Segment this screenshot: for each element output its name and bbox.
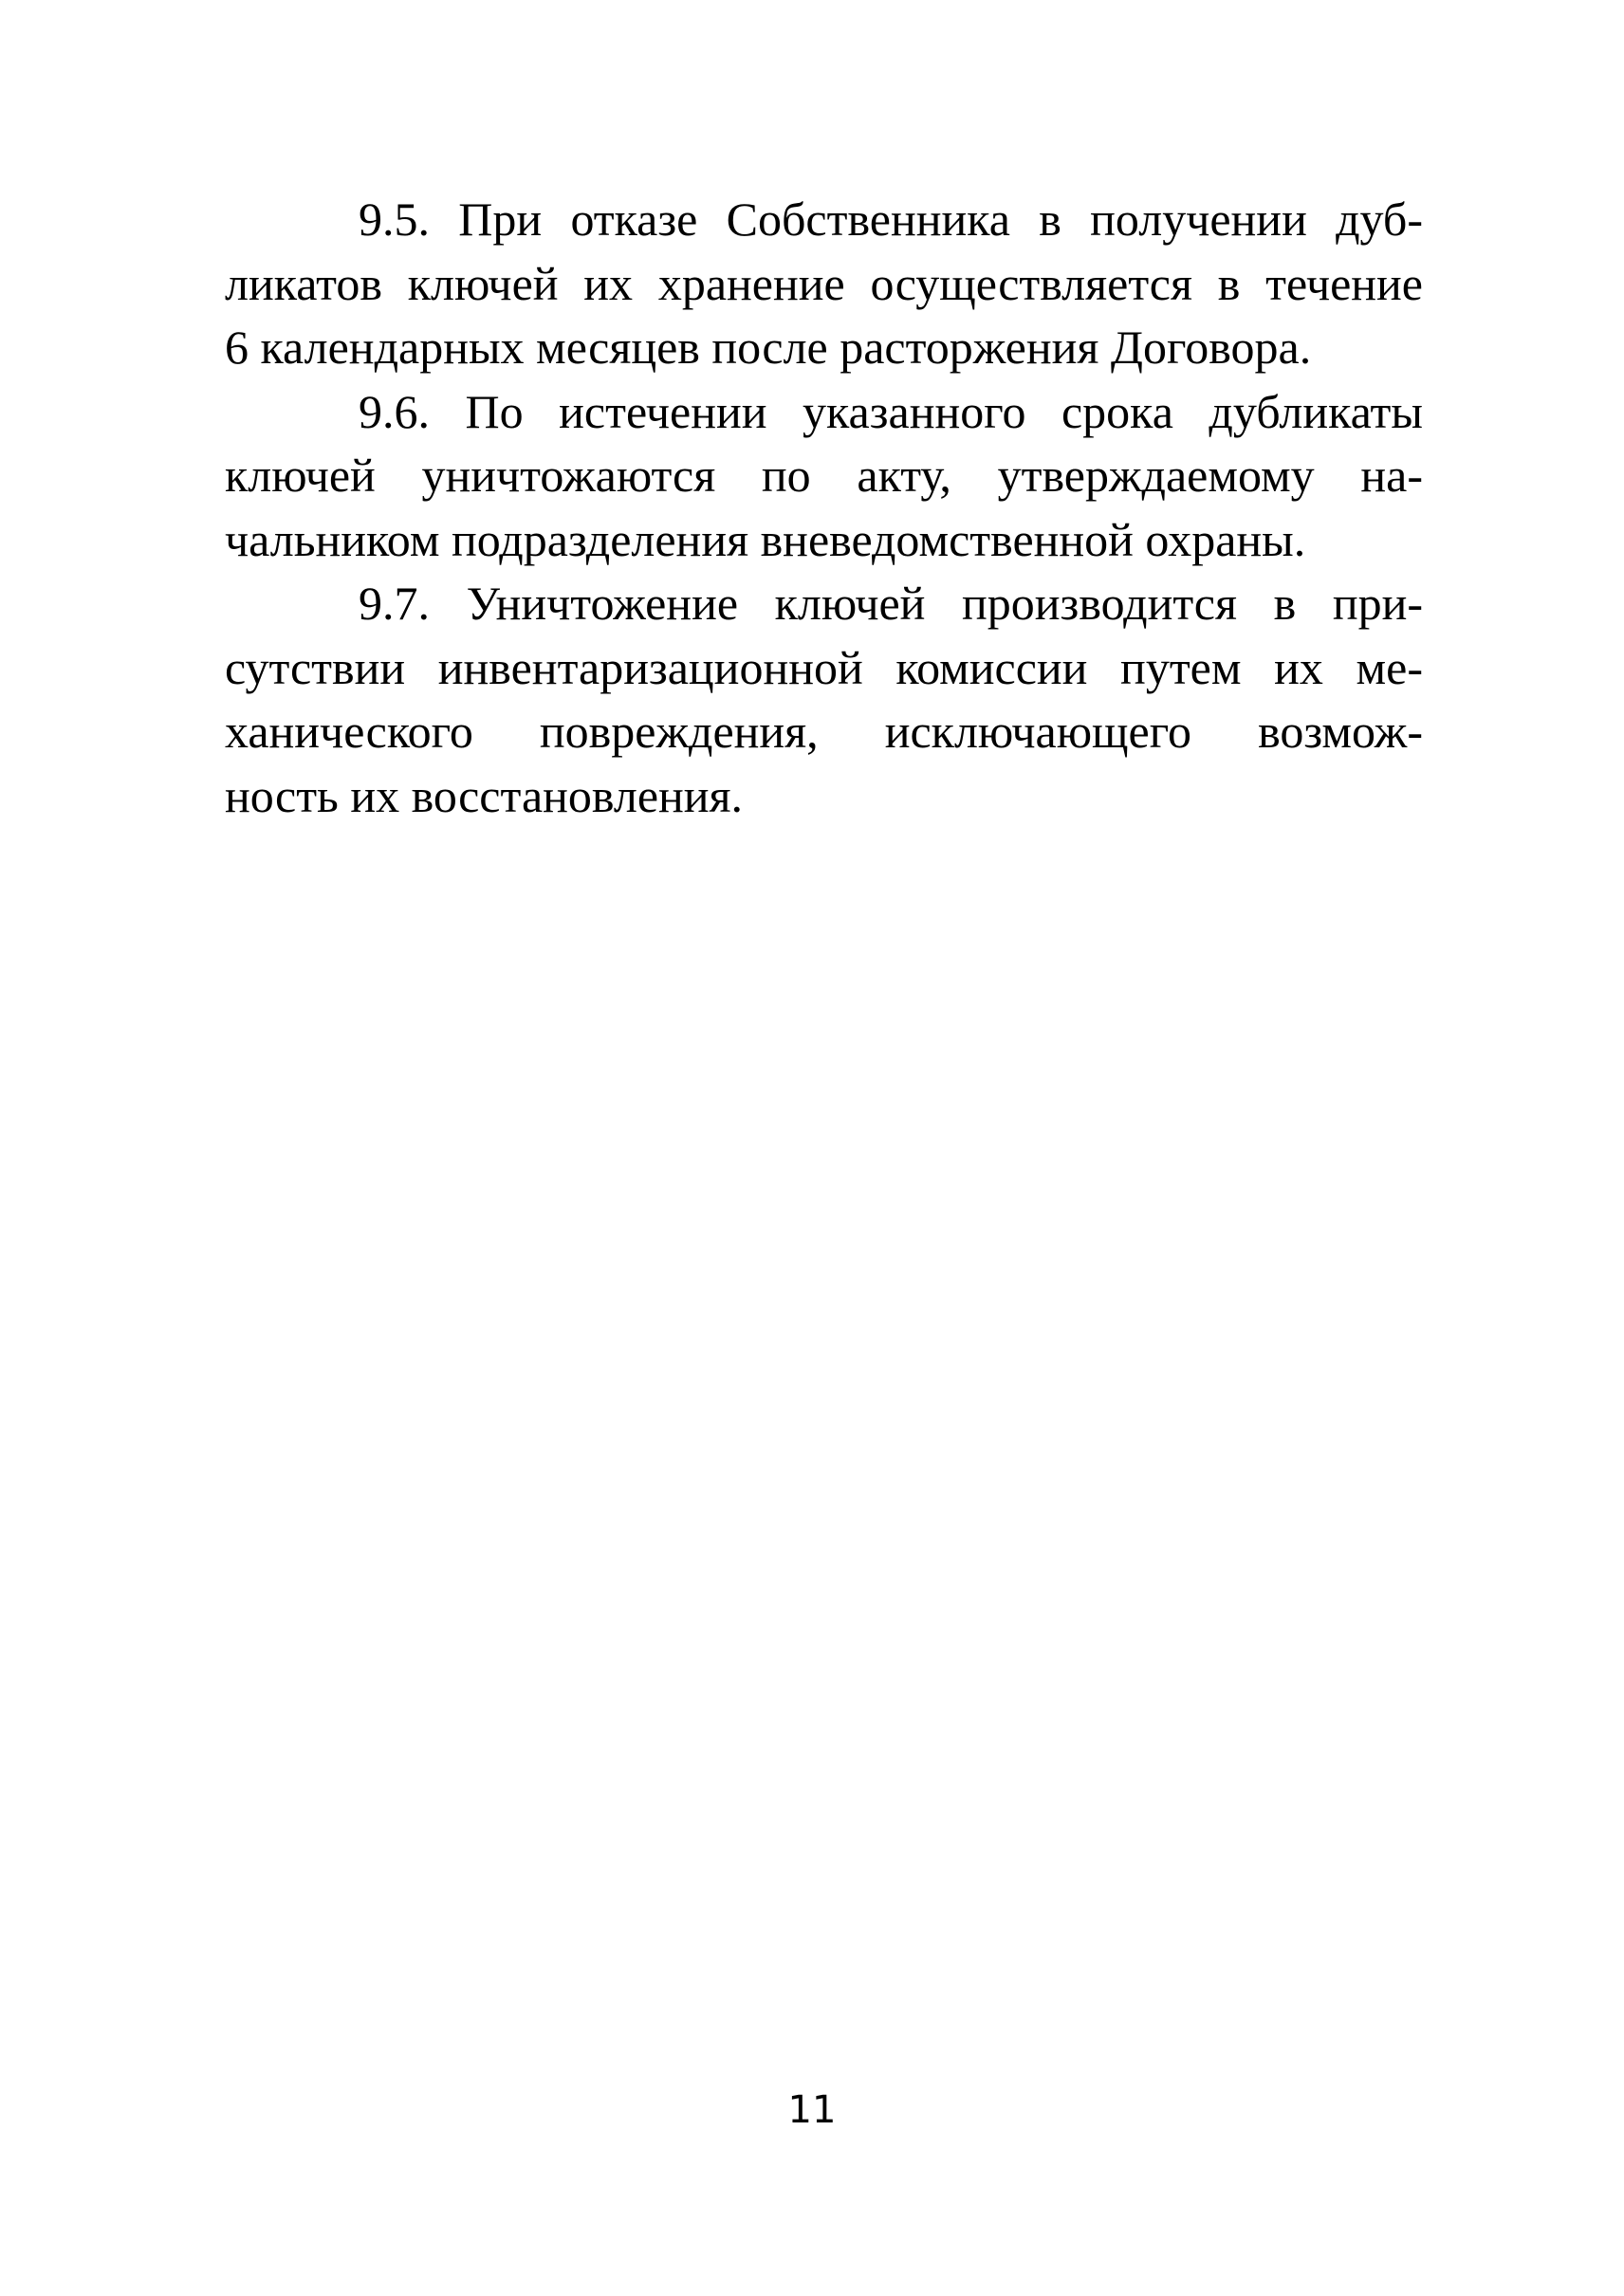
page-number: 11: [787, 2088, 837, 2132]
paragraph-line: 6 календарных месяцев после расторжения Договора.: [225, 321, 1312, 374]
paragraph-line: 9.7. Уничтожение ключей производится в при-: [359, 577, 1423, 630]
paragraph-line: чальником подразделения вневедомственной охраны.: [225, 512, 1306, 566]
paragraph-line: 9.6. По истечении указанного срока дубликаты: [359, 384, 1423, 438]
paragraph-line: ликатов ключей их хранение осуществляется в течение: [225, 256, 1423, 310]
paragraph-9-7: [225, 572, 1423, 828]
paragraph-line: сутствии инвентаризационной комиссии путем их ме-: [225, 640, 1423, 694]
paragraph-line: ханического повреждения, исключающего возмож-: [225, 705, 1423, 758]
paragraph-line: ность их восстановления.: [225, 768, 744, 822]
document-body: [225, 188, 1423, 828]
paragraph-9-5: [225, 188, 1423, 380]
paragraph-line: 9.5. При отказе Собственника в получении дуб-: [359, 193, 1423, 246]
paragraph-9-6: [225, 380, 1423, 573]
paragraph-line: ключей уничтожаются по акту, утверждаемому на-: [225, 449, 1423, 502]
